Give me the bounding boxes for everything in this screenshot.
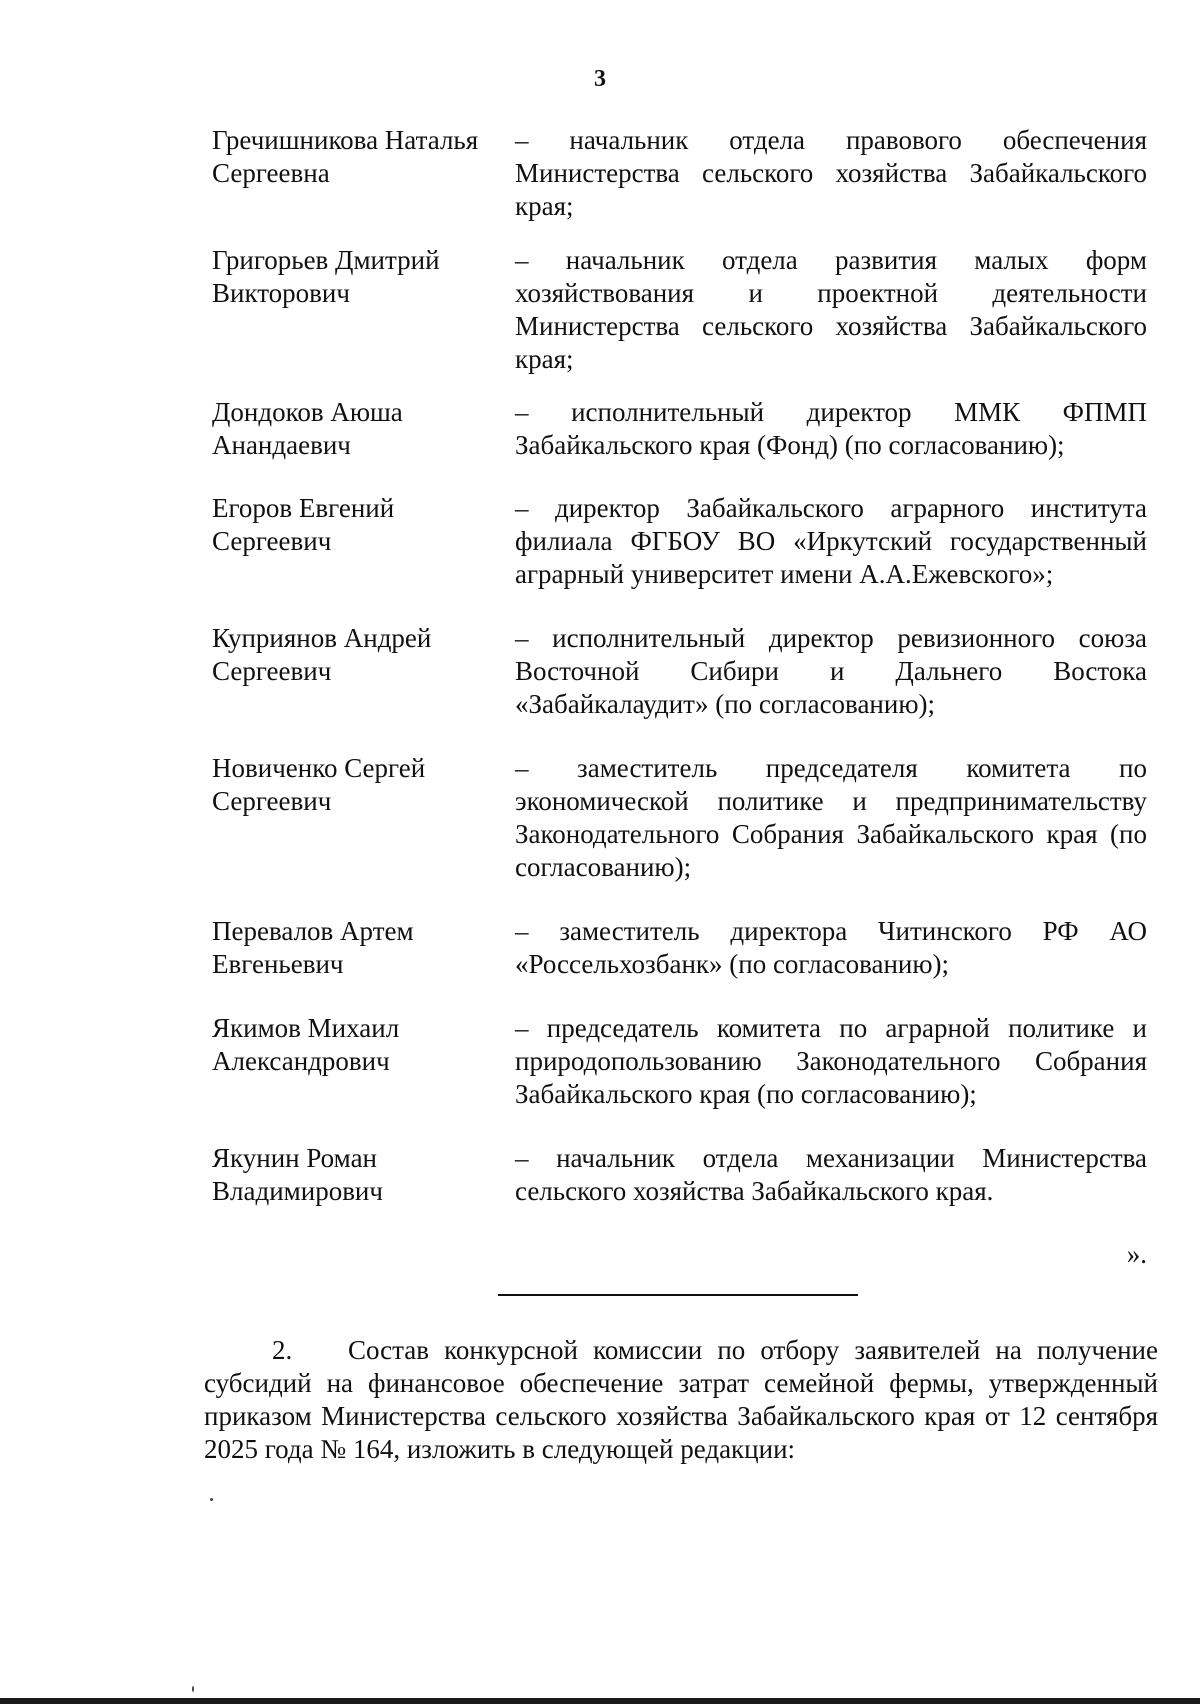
member-entry [212,124,1147,244]
member-name: Егоров Евгений Сергеевич [212,493,395,556]
member-entry [212,1012,1147,1142]
paragraph-text: Состав конкурсной комиссии по отбору заявителей на получение субсидий на финансовое обеспечение затрат семейной фермы, утвержденный приказом Министерства сельского хозяйства Забайкальского края от 12 сентября 2025 года № 164, изложить в следующей редакции: [204,1335,1158,1464]
paragraph-number: 2. [272,1335,293,1365]
section-divider [498,1294,858,1296]
member-entry [212,492,1147,622]
member-entry [212,1142,1147,1212]
member-name: Перевалов Артем Евгеньевич [212,916,414,979]
member-role: – исполнительный директор ревизионного союза Восточной Сибири и Дальнего Востока «Забайкалаудит» (по согласованию); [515,623,1147,719]
member-role: – начальник отдела развития малых форм хозяйствования и проектной деятельности Министерства сельского хозяйства Забайкальского края; [515,245,1147,374]
member-entry [212,622,1147,752]
member-entry [212,752,1147,915]
member-entry [212,244,1147,396]
closing-quote: ». [1126,1239,1147,1269]
member-role: – заместитель директора Читинского РФ АО «Россельхозбанк» (по согласованию); [515,916,1147,979]
member-name: Куприянов Андрей Сергеевич [212,623,432,686]
member-role: – начальник отдела механизации Министерства сельского хозяйства Забайкальского края. [515,1143,1147,1206]
member-name: Гречишникова Наталья Сергеевна [212,125,479,188]
member-role: – начальник отдела правового обеспечения Министерства сельского хозяйства Забайкальского края; [515,125,1147,221]
scan-bottom-edge [0,1698,1200,1704]
member-role: – исполнительный директор ММК ФПМП Забайкальского края (Фонд) (по согласованию); [515,397,1147,460]
member-role: – заместитель председателя комитета по экономической политике и предпринимательству Законодательного Собрания Забайкальского края (по согласованию); [515,753,1147,882]
scan-artifact [210,1498,213,1501]
scan-artifact [192,1686,194,1692]
member-role: – председатель комитета по аграрной политике и природопользованию Законодательного Собрания Забайкальского края (по согласованию); [515,1013,1147,1109]
amendment-paragraph [204,1334,1158,1466]
member-role: – директор Забайкальского аграрного института филиала ФГБОУ ВО «Иркутский государственный аграрный университет имени А.А.Ежевского»; [515,493,1147,589]
member-name: Якунин Роман Владимирович [212,1143,383,1206]
page-number: 3 [594,66,606,92]
member-entry [212,915,1147,1012]
member-name: Дондоков Аюша Анандаевич [212,397,403,460]
member-name: Якимов Михаил Александрович [212,1013,400,1076]
member-entry [212,396,1147,492]
member-name: Новиченко Сергей Сергеевич [212,753,426,816]
commission-members-list [212,124,1147,1212]
member-name: Григорьев Дмитрий Викторович [212,245,440,308]
